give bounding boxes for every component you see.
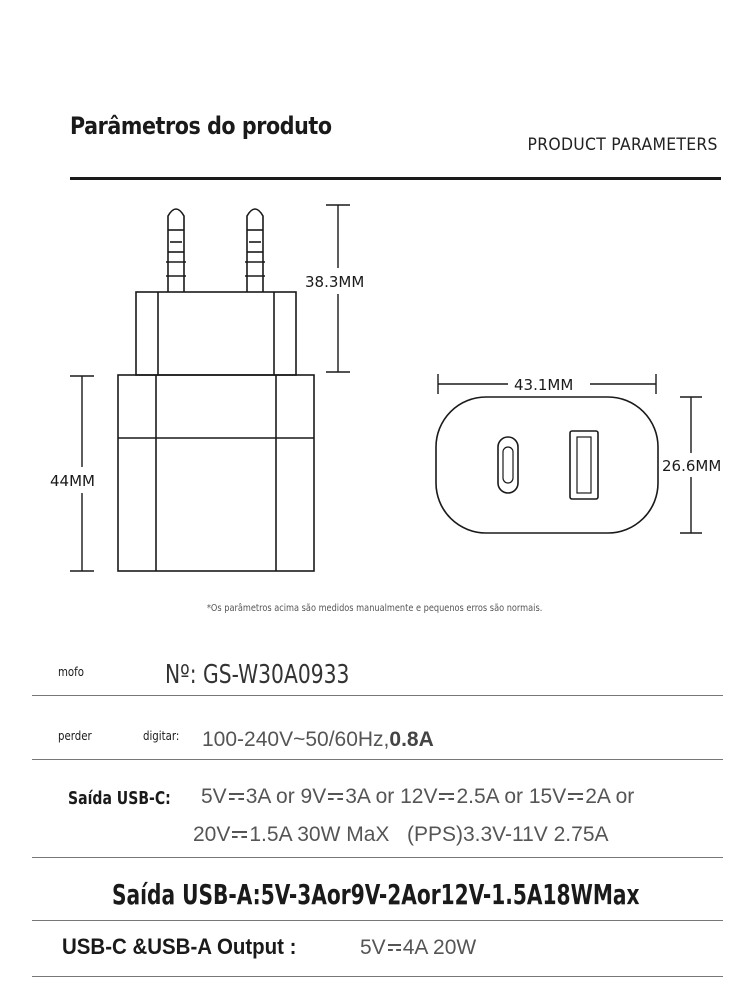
right-prong — [245, 209, 265, 292]
charger-body — [118, 375, 314, 571]
row-divider — [32, 857, 723, 858]
input-value: 100-240V~50/60Hz,0.8A — [202, 728, 434, 751]
measurement-note: *Os parâmetros acima são medidos manualmente e pequenos erros são normais. — [207, 603, 543, 614]
row-divider — [32, 976, 723, 977]
dc-symbol-icon — [439, 792, 454, 801]
dc-symbol-icon — [568, 792, 583, 801]
page-title: Parâmetros do produto — [70, 112, 332, 140]
usb-c-port-icon — [498, 437, 518, 493]
row-divider — [32, 920, 723, 921]
dc-symbol-icon — [328, 792, 343, 801]
usb-a-output: Saída USB-A:5V-3Aor9V-2Aor12V-1.5A18WMax — [112, 878, 640, 911]
charger-dimension-diagram — [0, 190, 750, 590]
body-height-label: 44MM — [50, 472, 95, 490]
header-divider — [70, 177, 721, 180]
usb-c-output-line-1: 5V 3A or 9V 3A or 12V 2.5A or 15V 2A or — [201, 785, 635, 808]
combined-output-label: USB-C &USB-A Output : — [62, 934, 297, 959]
charger-front-view — [436, 397, 658, 533]
face-height-label: 26.6MM — [662, 457, 722, 475]
plug-base — [136, 292, 296, 375]
model-label: mofo — [58, 665, 85, 679]
row-divider — [32, 759, 723, 760]
dc-symbol-icon — [229, 792, 244, 801]
dc-symbol-icon — [388, 943, 401, 952]
pin-length-label: 38.3MM — [305, 273, 365, 291]
input-sublabel: digitar: — [143, 729, 180, 743]
usb-a-port-icon — [570, 431, 598, 499]
charger-side-view — [118, 209, 314, 571]
row-divider — [32, 695, 723, 696]
combined-output-value: 5V 4A 20W — [360, 936, 477, 959]
front-face — [436, 397, 658, 533]
input-label: perder — [58, 729, 92, 743]
dc-symbol-icon — [232, 830, 247, 839]
usb-c-output-line-2: 20V 1.5A 30W MaX (PPS)3.3V-11V 2.75A — [193, 823, 609, 846]
page-subtitle: PRODUCT PARAMETERS — [527, 135, 718, 155]
usb-c-output-label: Saída USB-C: — [68, 788, 171, 809]
left-prong — [166, 209, 186, 292]
model-number: Nº: GS-W30A0933 — [165, 660, 350, 690]
face-width-label: 43.1MM — [514, 376, 574, 394]
